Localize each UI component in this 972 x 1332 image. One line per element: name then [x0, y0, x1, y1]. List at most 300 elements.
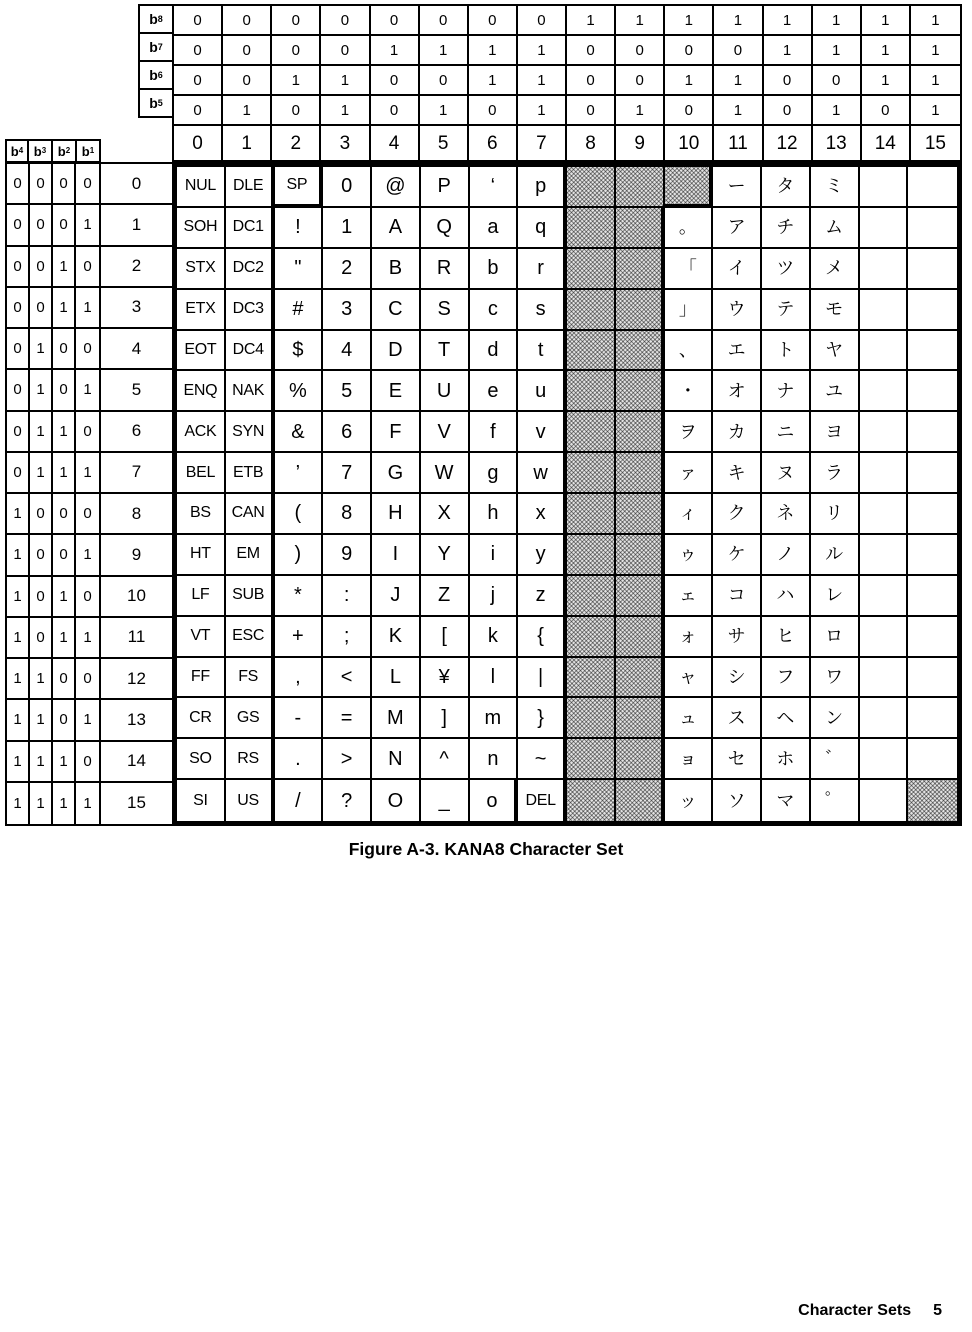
grid-cell: CR: [177, 698, 226, 739]
bit-value-cell: 1: [30, 370, 53, 411]
bit-value-cell: 1: [665, 6, 714, 34]
bit-value-cell: 1: [469, 66, 518, 94]
grid-cell: シ: [713, 658, 762, 699]
grid-cell: ^: [421, 739, 470, 780]
bit-value-cell: 0: [371, 66, 420, 94]
grid-cell: #: [275, 290, 324, 331]
bit-value-cell: 1: [76, 370, 99, 411]
bit-value-cell: 1: [76, 205, 99, 246]
grid-cell: t: [518, 331, 567, 372]
bit-row-b8: [174, 6, 960, 36]
bit-value-cell: 0: [714, 36, 763, 64]
bit-value-cell: 1: [862, 36, 911, 64]
bit-value-cell: 0: [30, 288, 53, 329]
row-label-cell: 0: [101, 164, 172, 205]
bit-value-cell: 1: [518, 66, 567, 94]
grid-cell: ソ: [713, 780, 762, 821]
grid-cell: :: [323, 576, 372, 617]
bit-value-cell: 1: [813, 96, 862, 124]
grid-cell: タ: [762, 167, 811, 208]
bit-value-cell: 1: [714, 96, 763, 124]
grid-cell: ル: [811, 535, 860, 576]
grid-cell: H: [372, 494, 421, 535]
grid-cell: SP: [275, 167, 324, 208]
grid-cell: [567, 576, 616, 617]
grid-cell: ォ: [665, 617, 714, 658]
grid-cell: ュ: [665, 698, 714, 739]
bit-left-table: [5, 162, 101, 826]
bit-value-cell: 1: [223, 96, 272, 124]
grid-cell: ヨ: [811, 412, 860, 453]
grid-cell: !: [275, 208, 324, 249]
bit-value-cell: 0: [76, 412, 99, 453]
grid-cell: イ: [713, 249, 762, 290]
grid-cell: F: [372, 412, 421, 453]
grid-cell: {: [518, 617, 567, 658]
bit-value-cell: 1: [7, 783, 30, 824]
grid-cell: T: [421, 331, 470, 372]
grid-cell: ETX: [177, 290, 226, 331]
bit-value-cell: 0: [30, 618, 53, 659]
grid-cell: j: [470, 576, 519, 617]
bit-value-cell: 0: [371, 6, 420, 34]
grid-cell: 2: [323, 249, 372, 290]
grid-cell: [860, 739, 909, 780]
bit-value-cell: 0: [53, 535, 76, 576]
grid-cell: ~: [518, 739, 567, 780]
grid-cell: メ: [811, 249, 860, 290]
column-header-cell: 13: [813, 126, 862, 162]
row-label-cell: 13: [101, 700, 172, 741]
grid-cell: [860, 167, 909, 208]
grid-cell: _: [421, 780, 470, 821]
grid-cell: A: [372, 208, 421, 249]
bit-value-cell: 0: [420, 6, 469, 34]
bit-value-cell: 0: [30, 577, 53, 618]
grid-cell: BS: [177, 494, 226, 535]
bit-row-label-b5: b 5: [138, 88, 174, 118]
bit-value-cell: 1: [53, 288, 76, 329]
bit-value-cell: 0: [30, 247, 53, 288]
row-label-cell: 8: [101, 494, 172, 535]
bit-value-cell: 0: [7, 370, 30, 411]
grid-cell: +: [275, 617, 324, 658]
grid-cell: w: [518, 453, 567, 494]
grid-cell: 5: [323, 371, 372, 412]
grid-cell: [908, 739, 957, 780]
bit-value-cell: 0: [76, 329, 99, 370]
bit-value-cell: 1: [53, 453, 76, 494]
grid-cell: エ: [713, 331, 762, 372]
grid-cell: [908, 780, 957, 821]
grid-cell: -: [275, 698, 324, 739]
bit-value-cell: 0: [76, 659, 99, 700]
grid-cell: ヘ: [762, 698, 811, 739]
bit-value-cell: 1: [30, 453, 53, 494]
column-header-row: [174, 126, 960, 162]
grid-cell: EM: [226, 535, 275, 576]
bit-column-header-b3: b 3: [27, 139, 53, 163]
bit-value-cell: 0: [53, 700, 76, 741]
grid-cell: ッ: [665, 780, 714, 821]
grid-cell: [567, 739, 616, 780]
bit-value-cell: 1: [53, 618, 76, 659]
grid-cell: [860, 371, 909, 412]
bit-value-cell: 1: [7, 742, 30, 783]
grid-cell: /: [275, 780, 324, 821]
grid-cell: U: [421, 371, 470, 412]
grid-cell: &: [275, 412, 324, 453]
column-header-cell: 5: [420, 126, 469, 162]
grid-cell: [908, 658, 957, 699]
grid-cell: B: [372, 249, 421, 290]
row-label-cell: 9: [101, 535, 172, 576]
grid-cell: ): [275, 535, 324, 576]
grid-cell: 4: [323, 331, 372, 372]
grid-cell: [616, 453, 665, 494]
grid-cell: P: [421, 167, 470, 208]
row-label-cell: 12: [101, 659, 172, 700]
grid-cell: DLE: [226, 167, 275, 208]
grid-cell: [908, 249, 957, 290]
column-header-cell: 0: [174, 126, 223, 162]
grid-cell: ェ: [665, 576, 714, 617]
grid-cell: k: [470, 617, 519, 658]
grid-cell: >: [323, 739, 372, 780]
grid-cell: Y: [421, 535, 470, 576]
grid-cell: [908, 698, 957, 739]
grid-cell: CAN: [226, 494, 275, 535]
bit-value-cell: 1: [7, 659, 30, 700]
grid-cell: [616, 249, 665, 290]
grid-cell: [567, 331, 616, 372]
bit-value-cell: 1: [469, 36, 518, 64]
grid-cell: ヒ: [762, 617, 811, 658]
bit-value-cell: 0: [7, 288, 30, 329]
bit-value-cell: 1: [7, 700, 30, 741]
grid-cell: Z: [421, 576, 470, 617]
bit-value-cell: 0: [616, 36, 665, 64]
grid-cell: テ: [762, 290, 811, 331]
bit-value-cell: 1: [76, 288, 99, 329]
grid-cell: [616, 617, 665, 658]
grid-cell: RS: [226, 739, 275, 780]
grid-cell: 、: [665, 331, 714, 372]
bit-value-cell: 1: [53, 742, 76, 783]
grid-cell: 1: [323, 208, 372, 249]
bit-value-cell: 0: [76, 742, 99, 783]
grid-cell: [860, 331, 909, 372]
grid-cell: ス: [713, 698, 762, 739]
grid-cell: N: [372, 739, 421, 780]
column-header-cell: 9: [616, 126, 665, 162]
grid-cell: キ: [713, 453, 762, 494]
bit-value-cell: 0: [813, 66, 862, 94]
grid-cell: 8: [323, 494, 372, 535]
grid-cell: [567, 453, 616, 494]
grid-cell: [567, 617, 616, 658]
grid-cell: サ: [713, 617, 762, 658]
bit-value-cell: 0: [764, 96, 813, 124]
grid-cell: l: [470, 658, 519, 699]
column-header-cell: 6: [469, 126, 518, 162]
grid-cell: z: [518, 576, 567, 617]
grid-cell: ィ: [665, 494, 714, 535]
row-label-cell: 15: [127, 793, 146, 813]
grid-cell: [860, 658, 909, 699]
bit-value-cell: 0: [30, 535, 53, 576]
grid-cell: ア: [713, 208, 762, 249]
bit-value-cell: 0: [862, 96, 911, 124]
bit-value-cell: 1: [7, 577, 30, 618]
grid-cell: [616, 371, 665, 412]
bit-value-cell: 0: [53, 494, 76, 535]
bit-value-cell: 1: [53, 412, 76, 453]
grid-cell: 」: [665, 290, 714, 331]
bit-value-cell: 1: [518, 36, 567, 64]
grid-cell: ン: [811, 698, 860, 739]
grid-cell: 「: [665, 249, 714, 290]
grid-cell: n: [470, 739, 519, 780]
grid-cell: [567, 698, 616, 739]
bit-column-header-b1: b 1: [75, 139, 101, 163]
bit-value-cell: 1: [30, 412, 53, 453]
grid-cell: [908, 331, 957, 372]
page-footer: [798, 1302, 942, 1320]
grid-cell: マ: [762, 780, 811, 821]
main-character-grid: [172, 162, 962, 826]
grid-cell: [616, 167, 665, 208]
grid-cell: NUL: [177, 167, 226, 208]
grid-cell: <: [323, 658, 372, 699]
grid-cell: [616, 658, 665, 699]
bit-value-cell: 0: [7, 205, 30, 246]
column-header-cell: 15: [924, 133, 946, 154]
grid-cell: DC3: [226, 290, 275, 331]
bit-value-cell: 0: [7, 329, 30, 370]
row-label-cell: 1: [101, 205, 172, 246]
bit-value-cell: 1: [862, 66, 911, 94]
bit-value-cell: 1: [7, 535, 30, 576]
grid-cell: ;: [323, 617, 372, 658]
grid-cell: [616, 576, 665, 617]
grid-cell: [567, 167, 616, 208]
grid-cell: ク: [713, 494, 762, 535]
bit-value-cell: 1: [665, 66, 714, 94]
bit-value-cell: 1: [714, 6, 763, 34]
grid-cell: ヤ: [811, 331, 860, 372]
grid-cell: [908, 617, 957, 658]
grid-cell: GS: [226, 698, 275, 739]
grid-cell: L: [372, 658, 421, 699]
bit-value-cell: 1: [30, 329, 53, 370]
bit-value-cell: 0: [272, 36, 321, 64]
bit-value-cell: 1: [272, 66, 321, 94]
grid-cell: [908, 167, 957, 208]
grid-cell: ツ: [762, 249, 811, 290]
bit-value-cell: 1: [53, 247, 76, 288]
grid-cell: フ: [762, 658, 811, 699]
bit-value-cell: 0: [174, 6, 223, 34]
grid-cell: [908, 494, 957, 535]
bit-value-cell: 0: [30, 205, 53, 246]
grid-cell: [860, 698, 909, 739]
grid-cell: [567, 371, 616, 412]
bit-value-cell: 1: [931, 101, 940, 119]
bit-value-cell: 0: [53, 370, 76, 411]
grid-cell: [908, 535, 957, 576]
grid-cell: [908, 371, 957, 412]
bit-value-cell: 0: [567, 96, 616, 124]
bit-value-cell: 1: [714, 66, 763, 94]
bit-value-cell: 1: [7, 494, 30, 535]
bit-value-cell: 1: [764, 36, 813, 64]
grid-cell: オ: [713, 371, 762, 412]
grid-cell: HT: [177, 535, 226, 576]
grid-cell: [567, 249, 616, 290]
grid-cell: .: [275, 739, 324, 780]
column-header-cell: 1: [223, 126, 272, 162]
grid-cell: K: [372, 617, 421, 658]
grid-cell: SOH: [177, 208, 226, 249]
grid-cell: |: [518, 658, 567, 699]
grid-cell: VT: [177, 617, 226, 658]
grid-cell: 。: [665, 208, 714, 249]
bit-value-cell: 1: [321, 96, 370, 124]
bit-value-cell: 0: [76, 164, 99, 205]
grid-cell: p: [518, 167, 567, 208]
bit-value-cell: 0: [76, 247, 99, 288]
bit-column-headers: [5, 139, 101, 163]
grid-cell: y: [518, 535, 567, 576]
grid-cell: [860, 412, 909, 453]
grid-cell: [: [421, 617, 470, 658]
bit-value-cell: 0: [272, 96, 321, 124]
bit-value-cell: 1: [931, 41, 940, 59]
grid-cell: [860, 249, 909, 290]
bit-value-cell: 1: [76, 618, 99, 659]
bit-column-header-b2: b 2: [51, 139, 77, 163]
bit-value-cell: 1: [518, 96, 567, 124]
bit-value-cell: 0: [53, 329, 76, 370]
grid-cell: ノ: [762, 535, 811, 576]
grid-cell: [616, 494, 665, 535]
bit-value-cell: 0: [174, 96, 223, 124]
grid-cell: I: [372, 535, 421, 576]
grid-cell: ETB: [226, 453, 275, 494]
grid-cell: EOT: [177, 331, 226, 372]
row-label-cell: 2: [101, 247, 172, 288]
grid-cell: BEL: [177, 453, 226, 494]
grid-cell: ]: [421, 698, 470, 739]
grid-cell: NAK: [226, 371, 275, 412]
column-header-cell: 2: [272, 126, 321, 162]
grid-cell: ホ: [762, 739, 811, 780]
bit-header-table: [172, 4, 962, 162]
grid-cell: 0: [323, 167, 372, 208]
grid-cell: ワ: [811, 658, 860, 699]
bit-value-cell: 1: [862, 6, 911, 34]
grid-cell: O: [372, 780, 421, 821]
grid-cell: ENQ: [177, 371, 226, 412]
grid-cell: [908, 412, 957, 453]
grid-cell: 6: [323, 412, 372, 453]
grid-cell: }: [518, 698, 567, 739]
column-header-cell: 10: [665, 126, 714, 162]
grid-cell: ?: [323, 780, 372, 821]
grid-cell: V: [421, 412, 470, 453]
footer-section-label: Character Sets: [798, 1302, 912, 1319]
grid-cell: r: [518, 249, 567, 290]
bit-row-b7: [174, 36, 960, 66]
grid-cell: i: [470, 535, 519, 576]
bit-value-cell: 0: [174, 36, 223, 64]
row-label-cell: 6: [101, 412, 172, 453]
grid-cell: ャ: [665, 658, 714, 699]
grid-cell: US: [226, 780, 275, 821]
grid-cell: [616, 535, 665, 576]
bit-value-cell: 1: [813, 6, 862, 34]
bit-row-label-b7: b 7: [138, 32, 174, 62]
grid-cell: SO: [177, 739, 226, 780]
bit-value-cell: 0: [518, 6, 567, 34]
grid-cell: ァ: [665, 453, 714, 494]
grid-cell: SI: [177, 780, 226, 821]
row-label-cell: 5: [101, 370, 172, 411]
bit-value-cell: 1: [616, 96, 665, 124]
grid-cell: [616, 208, 665, 249]
grid-cell: ョ: [665, 739, 714, 780]
grid-cell: ・: [665, 371, 714, 412]
bit-value-cell: 1: [616, 6, 665, 34]
grid-cell: [616, 739, 665, 780]
grid-cell: SUB: [226, 576, 275, 617]
grid-cell: =: [323, 698, 372, 739]
bit-value-cell: 0: [469, 6, 518, 34]
grid-cell: Q: [421, 208, 470, 249]
grid-cell: [665, 167, 714, 208]
bit-row-b6: [174, 66, 960, 96]
column-header-cell: 12: [764, 126, 813, 162]
grid-cell: [616, 331, 665, 372]
row-label-cell: 3: [101, 288, 172, 329]
grid-cell: FS: [226, 658, 275, 699]
grid-cell: C: [372, 290, 421, 331]
grid-cell: %: [275, 371, 324, 412]
grid-cell: M: [372, 698, 421, 739]
grid-cell: f: [470, 412, 519, 453]
grid-cell: [860, 535, 909, 576]
grid-cell: DC4: [226, 331, 275, 372]
grid-cell: ACK: [177, 412, 226, 453]
grid-cell: W: [421, 453, 470, 494]
grid-cell: ト: [762, 331, 811, 372]
bit-value-cell: 1: [30, 742, 53, 783]
grid-cell: h: [470, 494, 519, 535]
grid-cell: e: [470, 371, 519, 412]
grid-cell: [567, 290, 616, 331]
grid-cell: (: [275, 494, 324, 535]
grid-cell: 9: [323, 535, 372, 576]
bit-value-cell: 1: [321, 66, 370, 94]
grid-cell: S: [421, 290, 470, 331]
grid-cell: ゛: [811, 739, 860, 780]
grid-cell: ロ: [811, 617, 860, 658]
grid-cell: [860, 576, 909, 617]
grid-cell: ニ: [762, 412, 811, 453]
bit-value-cell: 1: [30, 700, 53, 741]
grid-cell: R: [421, 249, 470, 290]
